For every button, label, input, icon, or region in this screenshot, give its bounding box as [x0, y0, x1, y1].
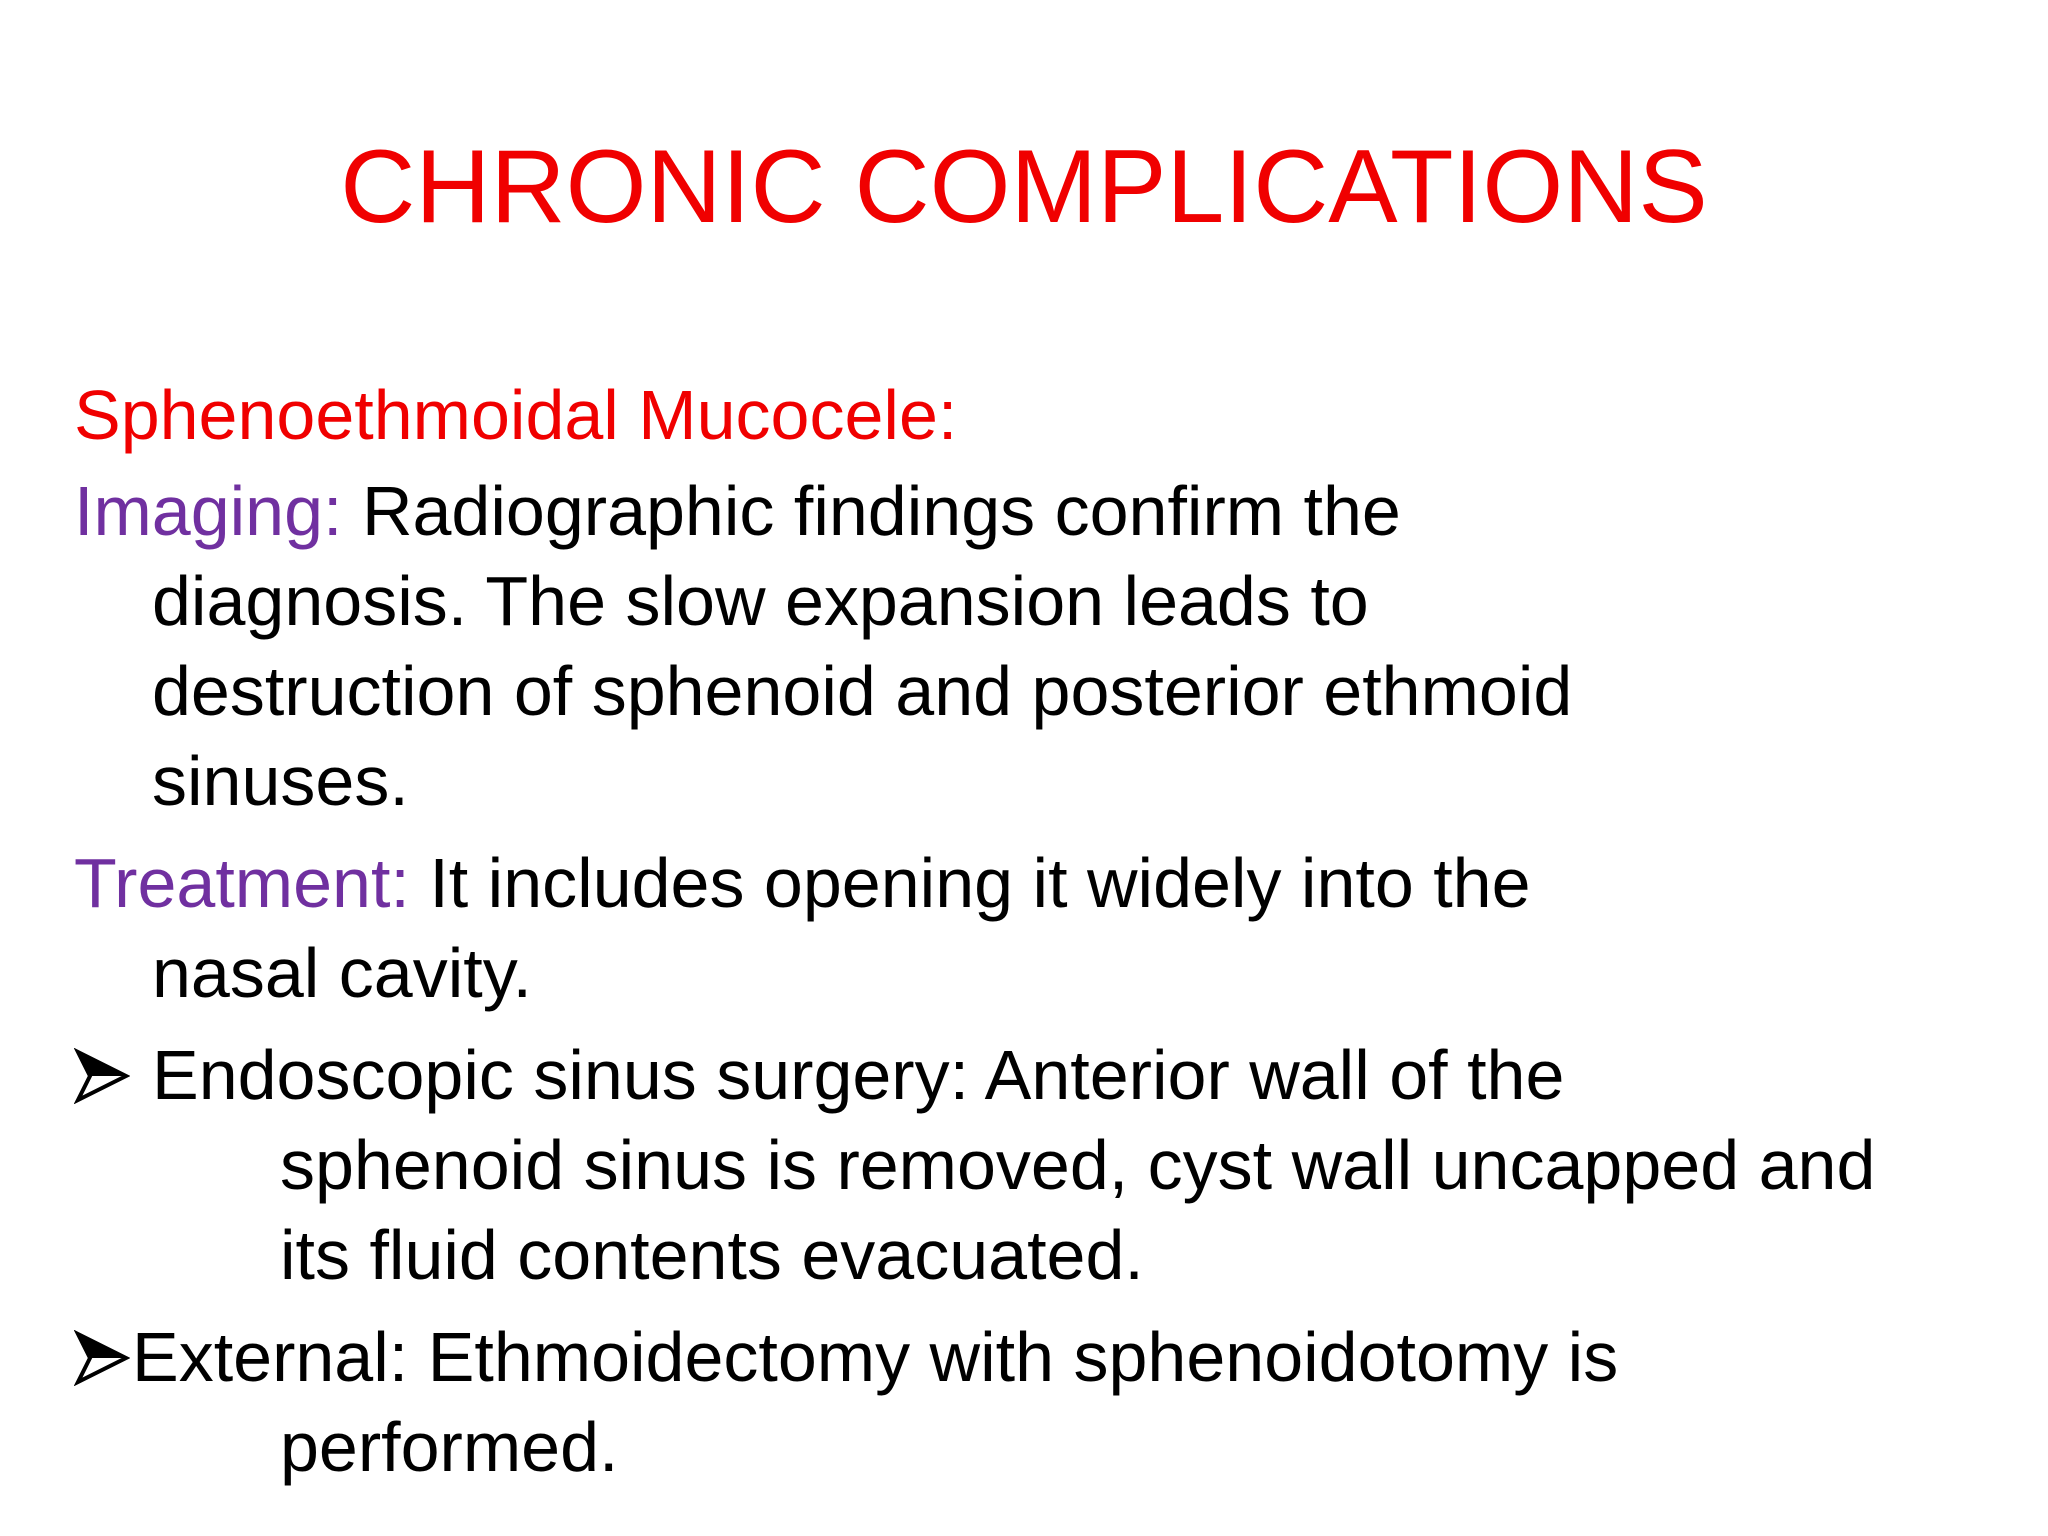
slide-content — [74, 370, 2014, 1504]
slide-title: CHRONIC COMPLICATIONS — [340, 129, 1708, 245]
bullet-endoscopic-line1: Endoscopic sinus surgery: Anterior wall of the — [152, 1036, 1565, 1114]
arrow-bullet-icon — [74, 1048, 130, 1104]
bullet-endoscopic — [74, 1030, 1920, 1300]
bullet-endoscopic-rest: sphenoid sinus is removed, cyst wall uncapped and its fluid contents evacuated. — [280, 1126, 1876, 1294]
imaging-text: Radiographic findings confirm the diagnosis. The slow expansion leads to destruction of sphenoid and posterior ethmoid sinuses. — [152, 472, 1573, 820]
treatment-label: Treatment: — [74, 844, 410, 922]
imaging-paragraph — [74, 466, 1592, 826]
treatment-paragraph — [74, 838, 1592, 1018]
arrow-bullet-icon — [74, 1330, 130, 1386]
imaging-label: Imaging: — [74, 472, 343, 550]
bullet-external-line1: External: Ethmoidectomy with sphenoidotomy is — [132, 1318, 1619, 1396]
section-heading: Sphenoethmoidal Mucocele: — [74, 376, 958, 454]
bullet-external — [74, 1312, 1920, 1492]
treatment-text: It includes opening it widely into the nasal cavity. — [152, 844, 1531, 1012]
bullet-external-rest: performed. — [280, 1408, 619, 1486]
